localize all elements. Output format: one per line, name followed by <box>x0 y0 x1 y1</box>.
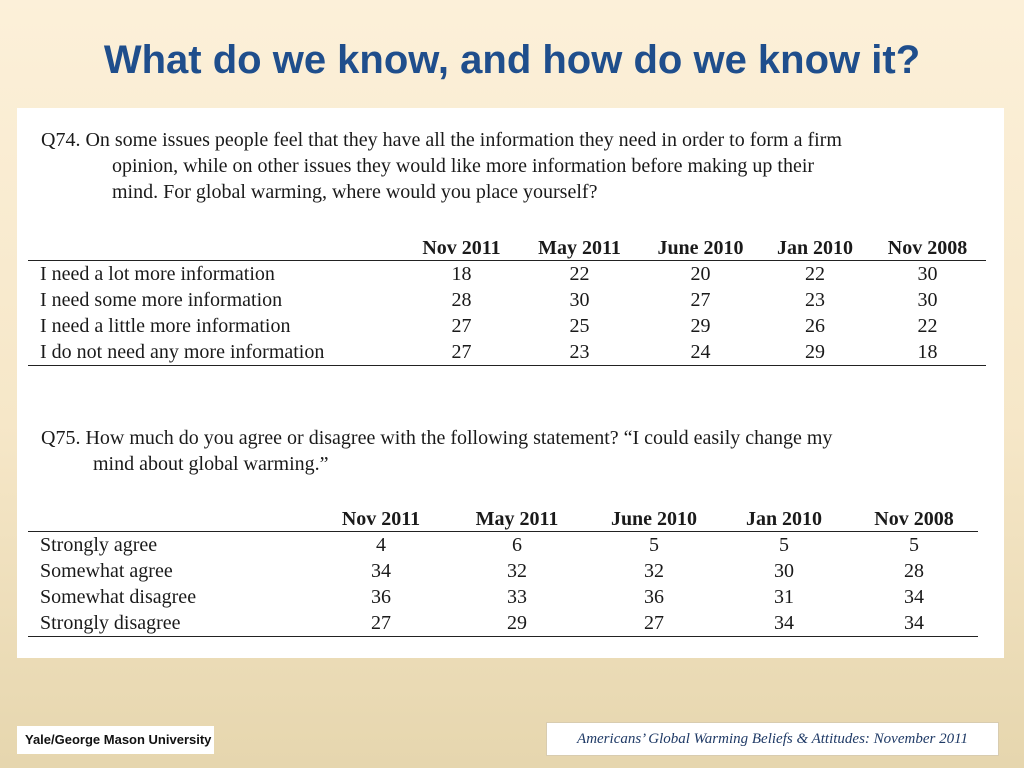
column-header-june-2010: June 2010 <box>590 503 718 532</box>
table-row <box>28 558 978 584</box>
slide-title: What do we know, and how do we know it? <box>103 38 921 82</box>
cell-value: 36 <box>371 585 391 608</box>
cell-value: 4 <box>376 533 386 556</box>
table-header-row <box>28 232 986 261</box>
cell-value: 29 <box>444 610 590 637</box>
cell-value: 33 <box>507 585 527 608</box>
cell-value: 27 <box>590 610 718 637</box>
cell-value: 34 <box>850 610 978 637</box>
table-row <box>28 532 978 559</box>
cell-value: 30 <box>917 262 938 285</box>
q74-results-table <box>28 232 986 366</box>
cell-value: 34 <box>718 610 850 637</box>
cell-value: 30 <box>917 288 938 311</box>
cell-value: 23 <box>519 339 640 366</box>
cell-value: 31 <box>774 585 794 608</box>
cell-value: 23 <box>805 288 825 311</box>
q75-question-line-1: Q75. How much do you agree or disagree with the following statement? “I could easily change my <box>41 427 833 449</box>
q74-question <box>41 127 991 205</box>
column-header-nov-2008: Nov 2008 <box>869 232 986 261</box>
content-panel <box>17 108 1004 658</box>
table-row <box>28 584 978 610</box>
column-header-label <box>28 503 318 532</box>
cell-value: 5 <box>649 533 659 556</box>
cell-value: 28 <box>451 288 472 311</box>
q74-question-line-1: Q74. On some issues people feel that they have all the information they need in order to form a firm <box>41 129 842 151</box>
footer-report-title: Americans’ Global Warming Beliefs & Attitudes: November 2011 <box>546 722 999 756</box>
column-header-label <box>28 232 404 261</box>
column-header-jan-2010: Jan 2010 <box>761 232 869 261</box>
cell-value: 22 <box>805 262 825 285</box>
cell-value: 6 <box>512 533 522 556</box>
cell-value: 27 <box>318 610 444 637</box>
cell-value: 20 <box>690 262 711 285</box>
cell-value: 34 <box>904 585 924 608</box>
table-row <box>28 339 986 366</box>
cell-value: 5 <box>779 533 789 556</box>
cell-value: 29 <box>761 339 869 366</box>
row-label: I need a lot more information <box>40 262 275 285</box>
row-label: Somewhat agree <box>40 559 173 582</box>
column-header-jan-2010: Jan 2010 <box>718 503 850 532</box>
q74-question-line-3: mind. For global warming, where would you place yourself? <box>112 181 598 203</box>
table-header-row <box>28 503 978 532</box>
cell-value: 5 <box>909 533 919 556</box>
cell-value: 22 <box>917 314 938 337</box>
cell-value: 32 <box>507 559 527 582</box>
cell-value: 27 <box>404 339 519 366</box>
column-header-may-2011: May 2011 <box>444 503 590 532</box>
q74-question-line-2: opinion, while on other issues they would like more information before making up their <box>112 155 815 177</box>
row-label: I need some more information <box>40 288 283 311</box>
cell-value: 36 <box>644 585 664 608</box>
cell-value: 30 <box>569 288 590 311</box>
table-row <box>28 610 978 637</box>
column-header-june-2010: June 2010 <box>640 232 761 261</box>
column-header-nov-2008: Nov 2008 <box>850 503 978 532</box>
cell-value: 30 <box>774 559 794 582</box>
column-header-nov-2011: Nov 2011 <box>404 232 519 261</box>
cell-value: 26 <box>805 314 825 337</box>
cell-value: 27 <box>451 314 472 337</box>
q75-question <box>41 425 991 477</box>
cell-value: 34 <box>371 559 391 582</box>
table-row <box>28 287 986 313</box>
row-label: I need a little more information <box>40 314 291 337</box>
q75-results-table <box>28 503 978 637</box>
row-label: Strongly disagree <box>28 610 318 637</box>
row-label: Strongly agree <box>40 533 158 556</box>
cell-value: 32 <box>644 559 664 582</box>
table-row <box>28 313 986 339</box>
table-row <box>28 261 986 288</box>
cell-value: 22 <box>569 262 590 285</box>
cell-value: 29 <box>690 314 711 337</box>
cell-value: 24 <box>640 339 761 366</box>
column-header-may-2011: May 2011 <box>519 232 640 261</box>
row-label: I do not need any more information <box>28 339 404 366</box>
column-header-nov-2011: Nov 2011 <box>318 503 444 532</box>
footer-institution: Yale/George Mason University <box>17 726 214 754</box>
row-label: Somewhat disagree <box>40 585 197 608</box>
cell-value: 18 <box>451 262 472 285</box>
cell-value: 27 <box>690 288 711 311</box>
cell-value: 25 <box>569 314 590 337</box>
cell-value: 28 <box>904 559 924 582</box>
cell-value: 18 <box>869 339 986 366</box>
q75-question-line-2: mind about global warming.” <box>93 453 329 475</box>
